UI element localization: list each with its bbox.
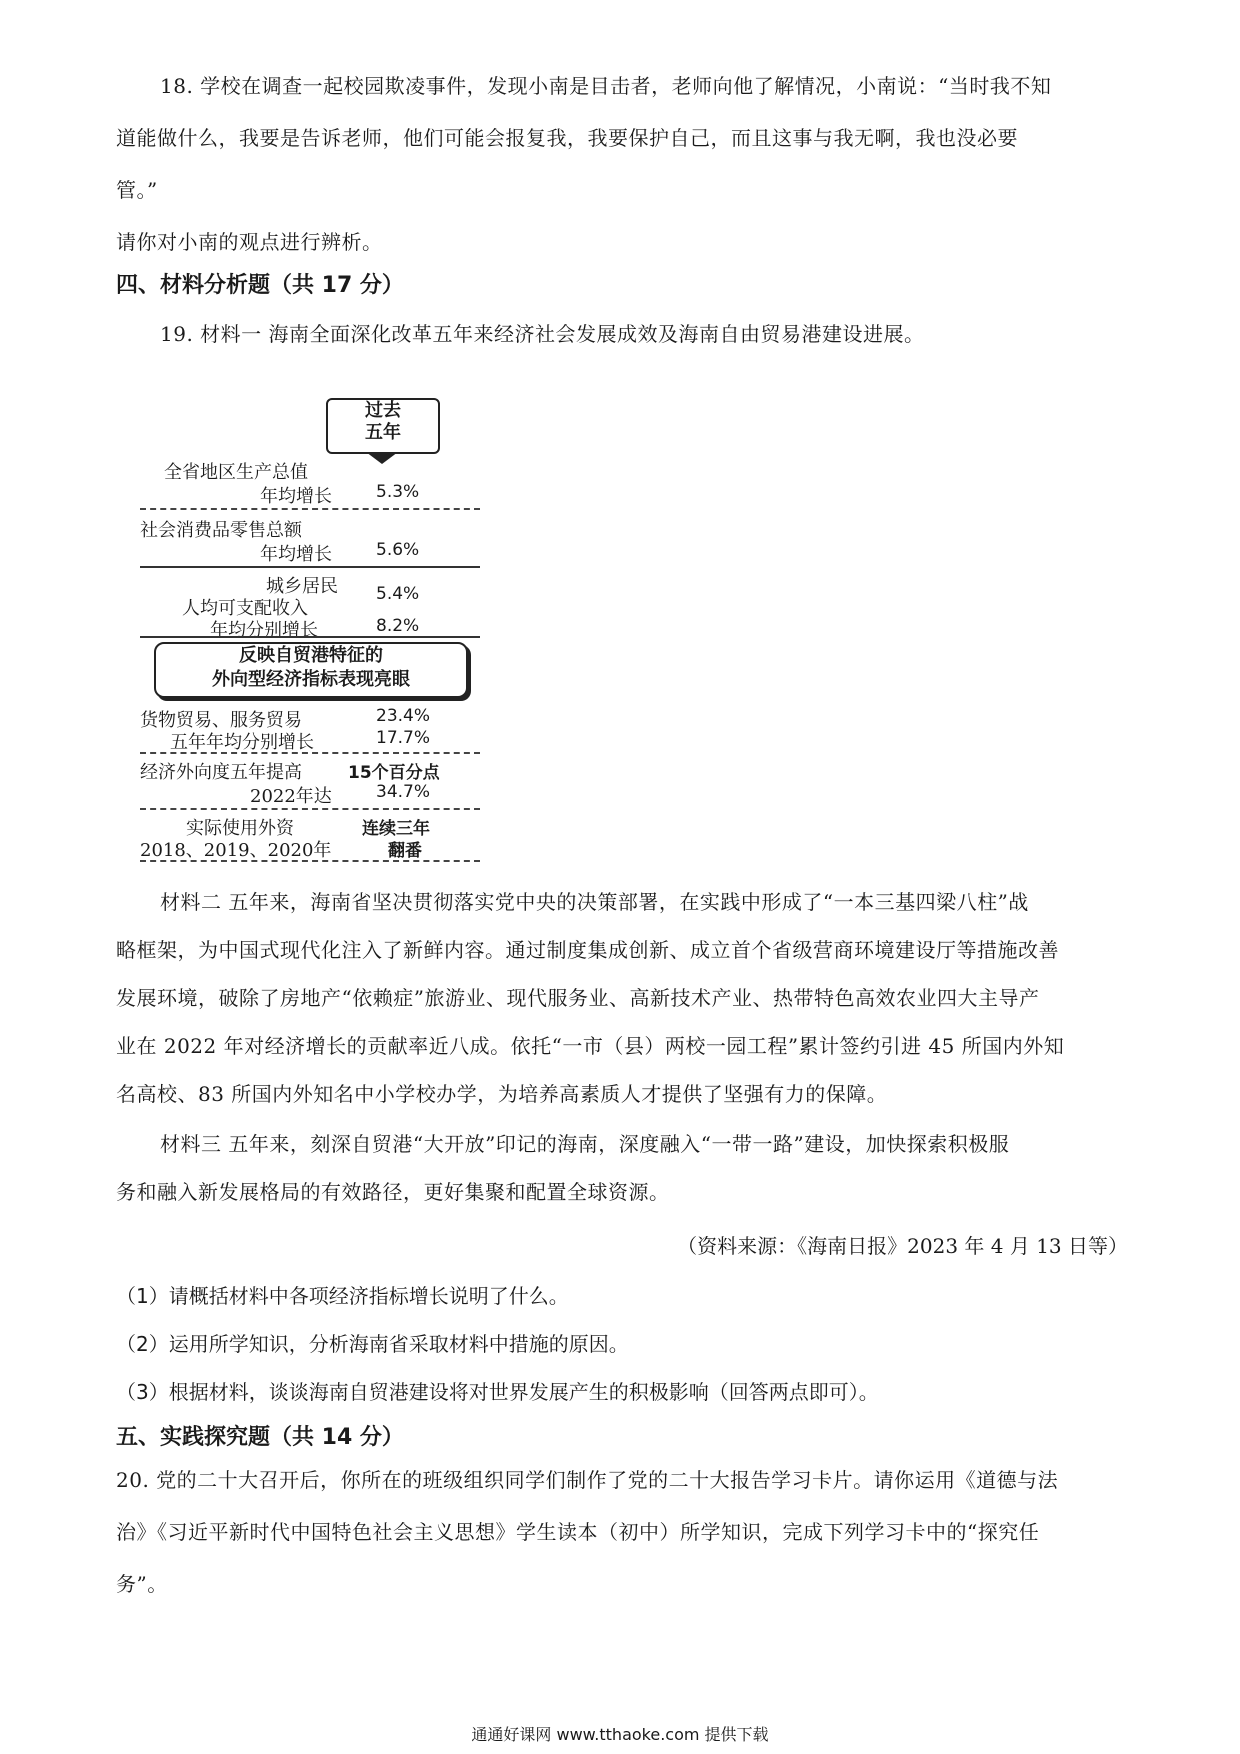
divider [140,636,480,638]
header-line1: 过去 [365,400,401,421]
q18-line2: 道能做什么，我要是告诉老师，他们可能会报复我，我要保护自己，而且这事与我无啊，我也没必要 [116,126,1018,150]
header-line2: 五年 [365,422,401,443]
banner-line2: 外向型经济指标表现亮眼 [212,669,410,690]
arrow-down-icon [366,452,398,464]
income-urban-value: 5.4% [376,584,420,604]
material2-line2: 略框架，为中国式现代化注入了新鲜内容。通过制度集成创新、成立首个省级营商环境建设厅等措施改善 [116,938,1059,962]
income-label3: 年均分别增长 [210,620,318,641]
openness-2022-value: 34.7% [376,782,431,802]
trade-label2: 五年年均分别增长 [170,732,314,753]
divider [140,566,480,568]
section-5-heading: 五、实践探究题（共 14 分） [116,1425,404,1450]
material2-line5: 名高校、83 所国内外知名中小学校办学，为培养高素质人才提供了坚强有力的保障。 [116,1082,888,1106]
q18-line3: 管。” [116,178,158,202]
openness-label1: 经济外向度五年提高 [140,762,302,783]
openness-label2: 2022年达 [250,786,332,807]
gdp-label1: 全省地区生产总值 [164,462,308,483]
trade-label1: 货物贸易、服务贸易 [140,710,302,731]
q18-prompt: 请你对小南的观点进行辨析。 [116,230,383,254]
q20-line2: 治》《习近平新时代中国特色社会主义思想》学生读本（初中）所学知识，完成下列学习卡中的“探究任 [116,1520,1040,1544]
material2-line1: 材料二 五年来，海南省坚决贯彻落实党中央的决策部署，在实践中形成了“一本三基四梁八柱”战 [160,890,1029,914]
openness-increase-value: 15个百分点 [348,763,440,783]
q20-line3: 务”。 [116,1572,168,1596]
income-label2: 人均可支配收入 [182,598,308,619]
income-rural-value: 8.2% [376,616,420,636]
footer-watermark: 通通好课网 www.tthaoke.com 提供下载 [471,1725,769,1744]
retail-label2: 年均增长 [260,544,332,565]
q19-intro: 19. 材料一 海南全面深化改革五年来经济社会发展成效及海南自由贸易港建设进展。 [160,322,925,346]
section-4-heading: 四、材料分析题（共 17 分） [116,273,404,298]
q19-sub1: （1）请概括材料中各项经济指标增长说明了什么。 [116,1284,569,1308]
gdp-value: 5.3% [376,482,420,502]
goods-trade-value: 23.4% [376,706,431,726]
past-five-years-label [326,398,440,454]
services-trade-value: 17.7% [376,728,431,748]
retail-value: 5.6% [376,540,420,560]
q20-line1: 20. 党的二十大召开后，你所在的班级组织同学们制作了党的二十大报告学习卡片。请你运用《道德与法 [116,1468,1059,1492]
fdi-value2: 翻番 [388,841,422,861]
material2-line3: 发展环境，破除了房地产“依赖症”旅游业、现代服务业、高新技术产业、热带特色高效农业四大主导产 [116,986,1040,1010]
source-citation: （资料来源：《海南日报》2023 年 4 月 13 日等） [677,1234,1128,1258]
q18-line1: 18. 学校在调查一起校园欺凌事件，发现小南是目击者，老师向他了解情况，小南说：“当时我不知 [160,74,1052,98]
divider [140,508,480,510]
material2-line4: 业在 2022 年对经济增长的贡献率近八成。依托“一市（县）两校一园工程”累计签约引进 45 所国内外知 [116,1034,1065,1058]
outward-economy-banner [154,642,468,698]
divider [140,808,480,810]
fdi-label1: 实际使用外资 [186,818,294,839]
divider [140,752,480,754]
divider [140,860,480,862]
income-label1: 城乡居民 [266,576,338,597]
q19-sub2: （2）运用所学知识，分析海南省采取材料中措施的原因。 [116,1332,629,1356]
material3-line2: 务和融入新发展格局的有效路径，更好集聚和配置全球资源。 [116,1180,670,1204]
material3-line1: 材料三 五年来，刻深自贸港“大开放”印记的海南，深度融入“一带一路”建设，加快探索积极服 [160,1132,1010,1156]
material1-infographic [140,398,480,864]
retail-label1: 社会消费品零售总额 [140,520,302,541]
q19-sub3: （3）根据材料，谈谈海南自贸港建设将对世界发展产生的积极影响（回答两点即可）。 [116,1380,879,1404]
fdi-label2: 2018、2019、2020年 [140,840,332,861]
fdi-value1: 连续三年 [362,819,430,839]
gdp-label2: 年均增长 [260,486,332,507]
banner-line1: 反映自贸港特征的 [239,645,383,666]
